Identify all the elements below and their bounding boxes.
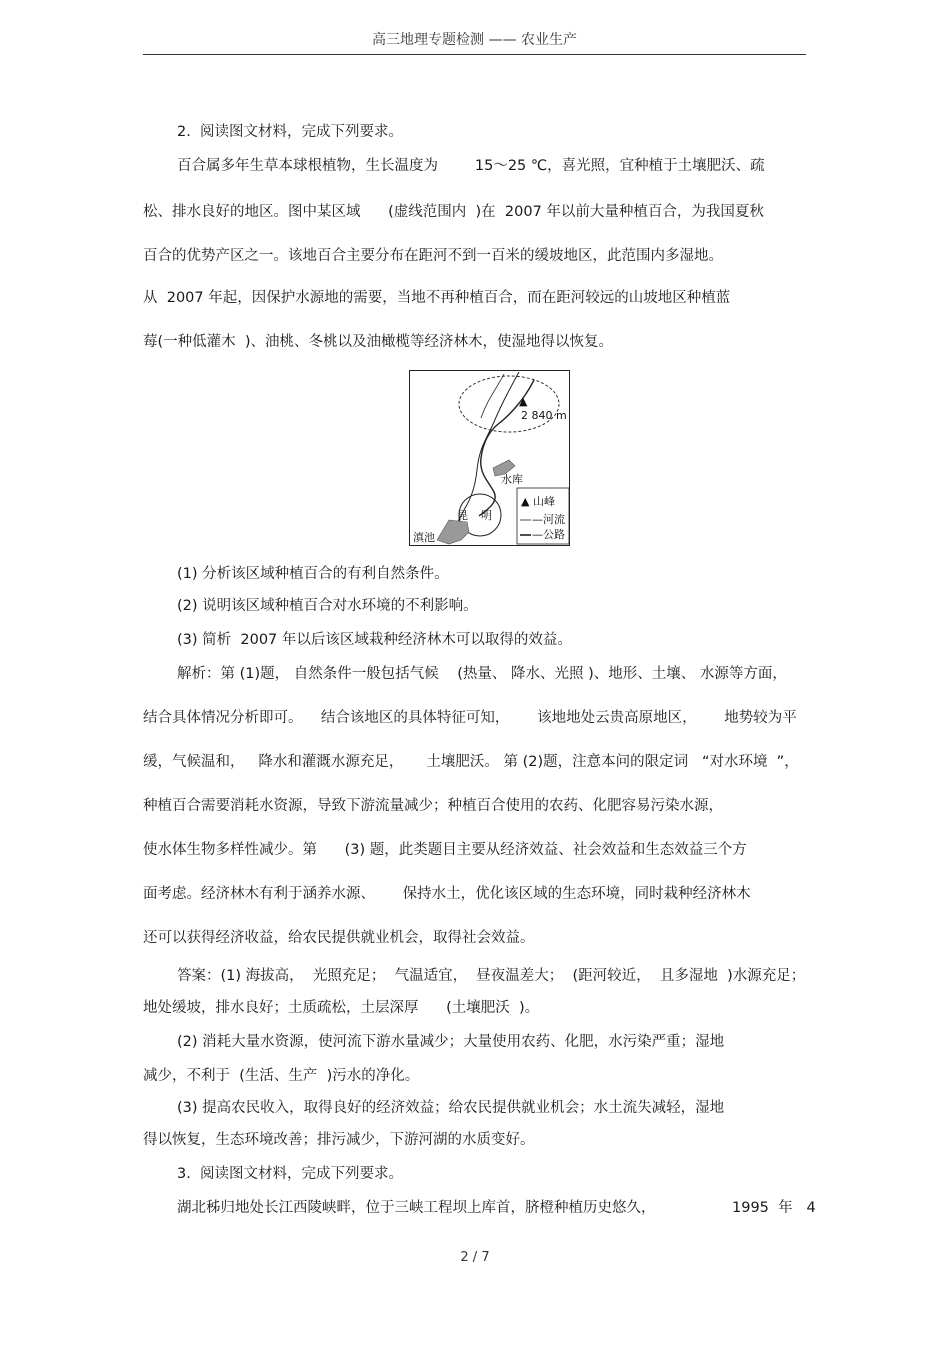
sub-question-2: (2) 说明该区域种植百合对水环境的不利影响。 (177, 598, 478, 614)
answer-line: (2) 消耗大量水资源，使河流下游水量减少；大量使用农药、化肥，水污染严重；湿地 (177, 1034, 725, 1050)
page-number: 2 / 7 (460, 1250, 490, 1265)
analysis-line: 面考虑。经济林木有利于涵养水源、 保持水土，优化该区域的生态环境，同时栽种经济林木 (143, 886, 751, 902)
analysis-line: 使水体生物多样性减少。第 (3) 题，此类题目主要从经济效益、社会效益和生态效益三个方 (143, 842, 747, 858)
sub-question-3: (3) 简析 2007 年以后该区域栽种经济林木可以取得的效益。 (177, 632, 572, 648)
paragraph-line: 松、排水良好的地区。图中某区域 (虚线范围内 )在 2007 年以前大量种植百合，为我国夏秋 (143, 204, 764, 220)
sub-question-1: (1) 分析该区域种植百合的有利自然条件。 (177, 566, 449, 582)
paragraph-line: 从 2007 年起，因保护水源地的需要，当地不再种植百合，而在距河较远的山坡地区种植蓝 (143, 290, 731, 306)
question-2-title: 2. 阅读图文材料，完成下列要求。 (177, 124, 404, 140)
legend-river-label: —河流 (532, 513, 565, 526)
city-label-right: 明 (481, 509, 492, 522)
answer-line: 得以恢复，生态环境改善；排污减少，下游河湖的水质变好。 (143, 1132, 535, 1148)
question-3-title: 3. 阅读图文材料，完成下列要求。 (177, 1166, 404, 1182)
paragraph-line-tail: 1995 年 4 (732, 1200, 816, 1216)
city-label-left: 昆 (457, 509, 468, 522)
analysis-line: 还可以获得经济收益，给农民提供就业机会，取得社会效益。 (143, 930, 535, 946)
paragraph-line: 百合属多年生草本球根植物，生长温度为 15～25 ℃，喜光照，宜种植于土壤肥沃、疏 (177, 158, 765, 174)
paragraph-line: 莓(一种低灌木 )、油桃、冬桃以及油橄榄等经济林木，使湿地得以恢复。 (143, 334, 614, 350)
analysis-line: 种植百合需要消耗水资源，导致下游流量减少；种植百合使用的农药、化肥容易污染水源， (143, 798, 723, 814)
kunming-map-figure (409, 370, 570, 546)
lake-label: 滇池 (413, 531, 435, 544)
legend-peak-label: ▲ 山峰 (521, 495, 555, 508)
answer-line: (3) 提高农民收入，取得良好的经济效益；给农民提供就业机会；水土流失减轻，湿地 (177, 1100, 725, 1116)
analysis-line: 解析：第 (1)题， 自然条件一般包括气候 (热量、 降水、光照 )、地形、土壤、 水源等方面， (177, 666, 787, 682)
mountain-peak-icon: ▲ (519, 395, 528, 408)
peak-elevation-label: 2 840 m (521, 409, 567, 422)
answer-line: 答案：(1) 海拔高， 光照充足； 气温适宜， 昼夜温差大； (距河较近， 且多湿地 )水源充足； (177, 968, 806, 984)
legend-road-label: —公路 (532, 528, 565, 541)
page-header: 高三地理专题检测 —— 农业生产 (143, 28, 806, 55)
paragraph-line: 百合的优势产区之一。该地百合主要分布在距河不到一百米的缓坡地区，此范围内多湿地。 (143, 248, 723, 264)
analysis-line: 结合具体情况分析即可。 结合该地区的具体特征可知， 该地地处云贵高原地区， 地势较为平 (143, 710, 797, 726)
analysis-line: 缓，气候温和， 降水和灌溉水源充足， 土壤肥沃。 第 (2)题，注意本问的限定词 “对水环境 ”， (143, 754, 799, 770)
answer-line: 减少，不利于 (生活、生产 )污水的净化。 (143, 1068, 420, 1084)
paragraph-line: 湖北秭归地处长江西陵峡畔，位于三峡工程坝上库首，脐橙种植历史悠久， (177, 1200, 656, 1216)
reservoir-label: 水库 (501, 473, 523, 486)
answer-line: 地处缓坡，排水良好；土质疏松，土层深厚 (土壤肥沃 )。 (143, 1000, 540, 1016)
